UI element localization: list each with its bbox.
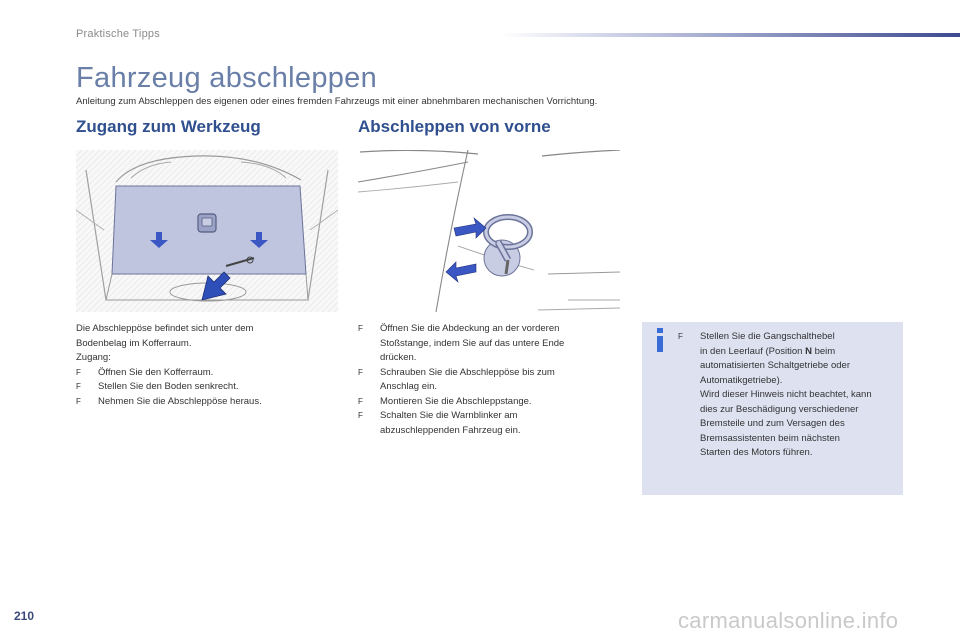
bullet-glyph: F [678, 332, 683, 341]
bullet-glyph: F [358, 411, 363, 420]
list-item: F Schrauben Sie die Abschleppöse bis zum Anschlag ein. [358, 366, 608, 395]
trunk-floor-illustration [76, 150, 338, 312]
list-item: F Öffnen Sie die Abdeckung an der vorderen Stoßstange, indem Sie auf das untere Ende drücken. [358, 322, 608, 366]
bullet-glyph: F [358, 324, 363, 333]
bullet-glyph: F [76, 396, 81, 406]
page-title: Fahrzeug abschleppen [76, 62, 378, 94]
list-item: F Stellen Sie den Boden senkrecht. [76, 380, 336, 395]
list-item: F Nehmen Sie die Abschleppöse heraus. [76, 395, 336, 410]
header-decor-bar [500, 33, 960, 37]
bullet-glyph: F [358, 367, 363, 377]
page-number: 210 [14, 609, 35, 623]
watermark: carmanualsonline.info [678, 608, 899, 633]
section-label: Praktische Tipps [76, 28, 160, 40]
bullet-glyph: F [76, 382, 81, 391]
intro-line: Bodenbelag im Kofferraum. [76, 337, 192, 349]
tool-access-text [76, 322, 336, 409]
intro-line: Die Abschleppöse befindet sich unter dem [76, 323, 254, 334]
intro-line: Zugang: [76, 352, 111, 363]
bullet-glyph: F [358, 396, 363, 406]
info-icon [652, 328, 668, 352]
list-item: F Schalten Sie die Warnblinker am abzuschleppenden Fahrzeug ein. [358, 409, 608, 438]
list-item: F Stellen Sie die Gangschalthebel in den Leerlauf (Position N beim automatisierten Schaltgetriebe oder Automatikgetriebe). Wird dieser Hinweis nicht beachtet, kann dies zur Beschädigung verschiedener Bremsteile und zum Versagen des Bremsassistenten beim nächsten Starten des Motors führen. [678, 330, 900, 461]
page-subtitle: Anleitung zum Abschleppen des eigenen oder eines fremden Fahrzeugs mit einer abnehmbaren mechanischen Vorrichtung. [76, 96, 598, 107]
heading-tool-access: Zugang zum Werkzeug [76, 117, 261, 136]
list-item: F Öffnen Sie den Kofferraum. [76, 366, 336, 381]
bullet-glyph: F [76, 367, 81, 377]
info-note-box [642, 322, 903, 495]
info-note-text [678, 330, 900, 461]
front-towing-text [358, 322, 608, 438]
heading-front-towing: Abschleppen von vorne [358, 117, 551, 136]
list-item: F Montieren Sie die Abschleppstange. [358, 395, 608, 410]
towing-eye-illustration [358, 150, 620, 312]
